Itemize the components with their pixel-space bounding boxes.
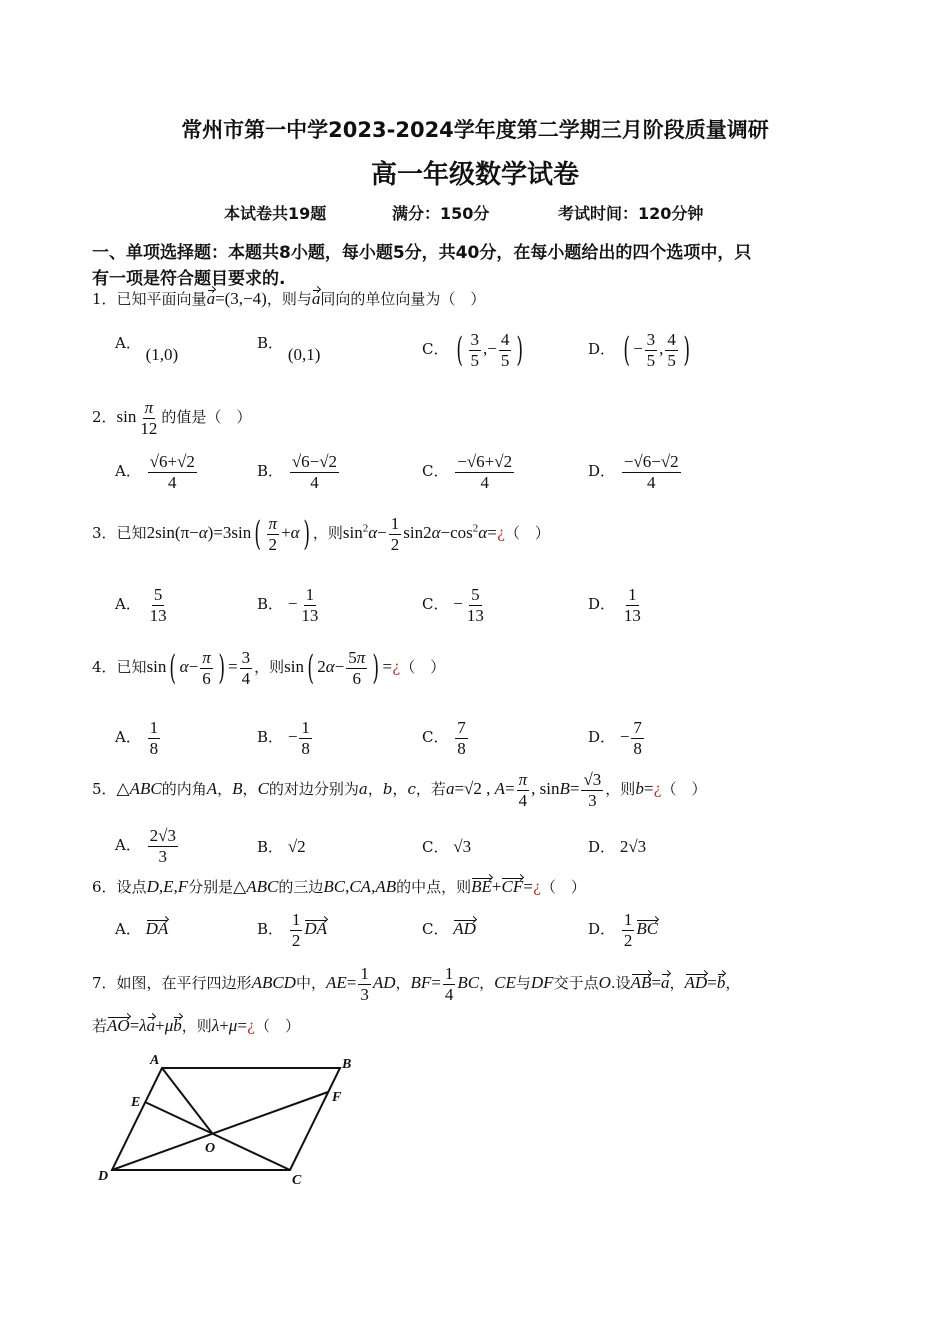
q1-option-b[interactable]: B． (0,1) bbox=[257, 334, 321, 364]
question-2: 2．sin $\frac{\pi}{12}$ 的值是（ ） bbox=[92, 398, 252, 438]
q3-option-a[interactable]: A． $\frac{5}{13}$ bbox=[115, 585, 167, 625]
q3-option-b[interactable]: B． − $\frac{1}{13}$ bbox=[257, 585, 319, 625]
full-marks: 满分：150分 bbox=[392, 204, 490, 223]
q1-option-a[interactable]: A． (1,0) bbox=[115, 334, 179, 364]
total-questions: 本试卷共19题 bbox=[224, 204, 327, 223]
q5-option-b[interactable]: B． √2 bbox=[257, 837, 306, 856]
question-7-line2: 若AO=λa+μb，则λ+μ=¿（ ） bbox=[92, 1016, 300, 1035]
label-b: B bbox=[342, 1057, 352, 1072]
question-4: 4．已知sin( α− $\frac{\pi}{6}$ ) = $\frac{3}{4}$ ，则sin( 2α− $\frac{5\pi}{6}$ ) =¿（ ） bbox=[92, 648, 446, 689]
school-title: 常州市第一中学2023-2024学年度第二学期三月阶段质量调研 bbox=[181, 118, 769, 142]
q5-option-c[interactable]: C． √3 bbox=[422, 837, 472, 856]
segment-ce bbox=[145, 1102, 290, 1170]
q5-option-d[interactable]: D． 2√3 bbox=[588, 837, 647, 856]
q6-option-a[interactable]: A． DA bbox=[115, 919, 169, 938]
q5-option-a[interactable]: A． $\frac{2√3}{3}$ bbox=[115, 826, 176, 866]
section-heading-line2: 有一项是符合题目要求的. bbox=[92, 269, 286, 289]
q1-option-c[interactable]: C． ( $\frac{3}{5}$ ,− $\frac{4}{5}$ ) bbox=[422, 330, 524, 371]
segment-ao bbox=[162, 1068, 212, 1133]
label-o: O bbox=[205, 1141, 216, 1156]
label-e: E bbox=[131, 1095, 141, 1110]
label-d: D bbox=[98, 1169, 109, 1184]
q3-option-c[interactable]: C． − $\frac{5}{13}$ bbox=[422, 585, 484, 625]
label-a: A bbox=[150, 1053, 160, 1068]
question-3: 3．已知2sin(π−α)=3sin( $\frac{\pi}{2}$ +α) ，则$\sin^2\alpha-$ $\frac{1}{2}$ $\sin 2\alpha-\cos^2\alpha=¿$（ ） bbox=[92, 514, 550, 555]
q6-option-c[interactable]: C． AD bbox=[422, 919, 476, 938]
q4-option-b[interactable]: B． − $\frac{1}{8}$ bbox=[257, 718, 310, 758]
label-c: C bbox=[292, 1173, 302, 1188]
question-1: 1．已知平面向量a=(3,−4)，则与a同向的单位向量为（ ） bbox=[92, 289, 486, 308]
q2-option-b[interactable]: B． $\frac{√6-√2}{4}$ bbox=[257, 452, 338, 492]
q2-option-d[interactable]: D． $\frac{-√6-√2}{4}$ bbox=[588, 452, 679, 492]
q6-option-d[interactable]: D． $\frac{1}{2}$ BC bbox=[588, 910, 659, 950]
parallelogram-figure bbox=[90, 1048, 370, 1193]
section-heading-line1: 一、单项选择题：本题共8小题，每小题5分，共40分，在每小题给出的四个选项中，只 bbox=[92, 243, 752, 263]
question-6: 6．设点D,E,F分别是△ABC的三边BC,CA,AB的中点，则BE+CF=¿（ ） bbox=[92, 877, 586, 896]
time-limit: 考试时间：120分钟 bbox=[558, 204, 704, 223]
q3-option-d[interactable]: D． $\frac{1}{13}$ bbox=[588, 585, 641, 625]
question-5: 5．△ABC的内角A，B，C的对边分别为a，b，c，若a=√2 , A= $\frac{\pi}{4}$ , sinB= $\frac{√3}{3}$ ，则b=¿（ ） bbox=[92, 770, 707, 810]
q2-option-c[interactable]: C． $\frac{-√6+√2}{4}$ bbox=[422, 452, 513, 492]
q4-option-c[interactable]: C． $\frac{7}{8}$ bbox=[422, 718, 466, 758]
q6-option-b[interactable]: B． $\frac{1}{2}$ DA bbox=[257, 910, 327, 950]
q2-option-a[interactable]: A． $\frac{√6+√2}{4}$ bbox=[115, 452, 195, 492]
q4-option-d[interactable]: D． − $\frac{7}{8}$ bbox=[588, 718, 642, 758]
q1-option-d[interactable]: D． ( − $\frac{3}{5}$ , $\frac{4}{5}$ ) bbox=[588, 330, 690, 371]
parallelogram-abcd bbox=[112, 1068, 340, 1170]
label-f: F bbox=[332, 1090, 342, 1105]
exam-title: 高一年级数学试卷 bbox=[370, 160, 579, 190]
question-7-line1: 7．如图，在平行四边形ABCD中，AE= $\frac{1}{3}$ AD，BF= $\frac{1}{4}$ BC，CE与DF交于点O.设AB=a，AD=b， bbox=[92, 964, 741, 1004]
q4-option-a[interactable]: A． $\frac{1}{8}$ bbox=[115, 718, 159, 758]
